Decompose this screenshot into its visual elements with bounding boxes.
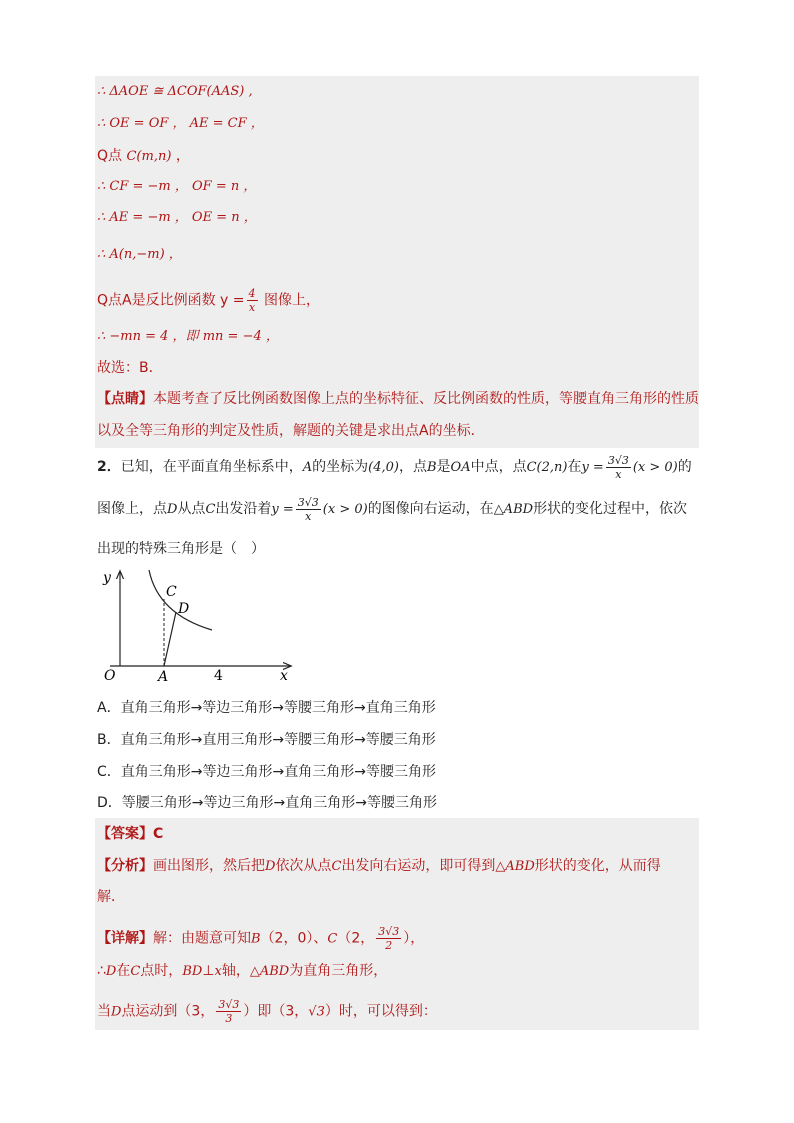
perpendicular-symbol: ⊥: [202, 963, 215, 979]
solution-line-3: [97, 146, 190, 167]
detail-line-3: [97, 998, 437, 1025]
fraction-3sqrt3-over-3: [216, 998, 241, 1025]
analysis-line-1: [97, 856, 661, 877]
q-triangle: △ABD: [493, 502, 534, 517]
analysis-text: 形状的变化，从而得: [534, 858, 661, 874]
question-2-line-1: [97, 452, 699, 483]
q-domain: (x > 0): [632, 460, 678, 475]
point-c-expr: C(m,n): [126, 149, 172, 164]
solution-line-7: [97, 287, 320, 314]
solution-line-4: ∴ CF = −m ， OF = n ，: [97, 179, 257, 194]
detail-text: （2，: [337, 930, 375, 947]
detail-text: 点时，: [140, 963, 183, 979]
detail-triangle: △ABD: [249, 964, 290, 979]
fraction-numerator: 3√3: [297, 495, 319, 509]
q-coord-c: C(2,n): [526, 460, 568, 475]
detail-var-d: D: [111, 1004, 122, 1020]
question-2-line-3: 出现的特殊三角形是（ ）: [97, 541, 265, 557]
solution-line-2: ∴ OE = OF ， AE = CF ，: [97, 116, 264, 131]
fraction-3sqrt3-over-x: [296, 496, 321, 523]
q-text: 中点，点: [470, 459, 527, 475]
hyperbola-curve: [149, 570, 212, 630]
fraction-denominator: x: [248, 301, 256, 314]
analysis-text: 依次从点: [275, 858, 332, 874]
fraction-3sqrt3-over-2: [376, 925, 401, 952]
detail-text: ）时，可以得到：: [324, 1003, 437, 1020]
fraction-denominator: 2: [385, 939, 393, 952]
fraction-numerator: 3√3: [607, 453, 629, 467]
detail-var-b: B: [251, 931, 261, 947]
choice-line: 故选：B．: [97, 360, 163, 376]
detail-var-x: x: [214, 964, 222, 979]
answer-value: C: [153, 826, 164, 842]
option-d: D．等腰三角形→等边三角形→直角三角形→等腰三角形: [97, 795, 437, 811]
fraction-4-over-x: [247, 287, 258, 314]
fraction-numerator: 3√3: [378, 925, 400, 938]
solution-line-7-prefix: Q点A是反比例函数 y =: [97, 292, 245, 309]
q-text: 从点: [177, 501, 206, 517]
fraction-numerator: 4: [248, 287, 256, 300]
q-text: 已知，在平面直角坐标系中，: [120, 459, 303, 475]
fraction-denominator: 3: [225, 1012, 233, 1025]
analysis-tag: 【分析】: [97, 858, 153, 874]
comment-text-1: 本题考查了反比例函数图像上点的坐标特征、反比例函数的性质，等腰直角三角形的性质: [153, 391, 699, 407]
q-var-oa: OA: [450, 460, 471, 475]
detail-var-bd: BD: [182, 964, 203, 979]
solution-line-3-suffix: ，: [171, 148, 190, 164]
solution-line-1: ∴ ΔAOE ≅ ΔCOF(AAS) ,: [97, 84, 253, 99]
solution-line-6: ∴ A(n,−m) ，: [97, 247, 182, 262]
detail-text: 解：由题意可知: [153, 930, 251, 947]
answer-line: [97, 824, 163, 844]
detail-text: ），: [403, 930, 425, 947]
analysis-triangle: △ABD: [495, 859, 535, 874]
detail-text: 当: [97, 1003, 111, 1020]
detail-coord-b: （2，0）、: [260, 930, 328, 947]
fraction-3sqrt3-over-x: [606, 454, 631, 481]
option-a: A．直角三角形→等边三角形→等腰三角形→直角三角形: [97, 700, 436, 716]
q-text: 在: [567, 459, 582, 475]
detail-text: 点运动到（3，: [121, 1003, 215, 1020]
option-c: C．直角三角形→等边三角形→直角三角形→等腰三角形: [97, 764, 436, 780]
question-2-line-2: [97, 494, 699, 525]
solution-line-8: ∴ −mn = 4 ，即 mn = −4 ，: [97, 329, 279, 344]
q-domain: (x > 0): [322, 502, 368, 517]
fraction-numerator: 3√3: [218, 998, 240, 1011]
analysis-line-2: 解．: [97, 889, 125, 905]
q-text: 出发沿着: [215, 501, 272, 517]
solution-line-3-prefix: Q点: [97, 148, 127, 164]
segment-ad: [164, 612, 176, 666]
comment-line-2: 以及全等三角形的判定及性质，解题的关键是求出点A的坐标．: [97, 423, 485, 439]
q-text: ，点: [398, 459, 427, 475]
comment-tag: 【点睛】: [97, 391, 153, 407]
label-d: D: [178, 601, 190, 617]
q-text: 的: [677, 459, 692, 475]
q-var-d: D: [167, 502, 178, 517]
label-x: x: [280, 668, 288, 684]
detail-text: 为直角三角形，: [289, 963, 388, 979]
detail-text: ∴: [97, 963, 106, 979]
q-text: 的坐标为: [312, 459, 369, 475]
label-o: O: [104, 668, 116, 684]
analysis-text: 出发向右运动，即可得到: [341, 858, 496, 874]
detail-sqrt3: √3: [308, 1004, 325, 1020]
analysis-var-d: D: [265, 859, 276, 874]
q-text: 形状的变化过程中，依次: [533, 501, 688, 517]
q-text: 是: [436, 459, 451, 475]
fraction-denominator: x: [615, 467, 622, 481]
label-a: A: [158, 669, 169, 684]
function-graph-figure: [96, 566, 296, 684]
detail-var-d: D: [105, 964, 117, 979]
detail-text: 轴，: [221, 963, 250, 979]
detail-text: ）即（3，: [243, 1003, 309, 1020]
detail-text: 在: [116, 963, 131, 979]
q-var-c: C: [205, 502, 216, 517]
detail-line-2: [97, 961, 387, 982]
q-text: 图像上，点: [97, 501, 167, 517]
q-y-eq: y =: [581, 460, 604, 475]
solution-line-5: ∴ AE = −m ， OE = n ，: [97, 210, 257, 225]
detail-line-1: [97, 925, 424, 952]
label-y: y: [103, 570, 111, 586]
detail-tag: 【详解】: [97, 930, 153, 947]
detail-var-c: C: [327, 931, 338, 947]
q-text: 的图像向右运动，在: [367, 501, 494, 517]
option-b: B．直角三角形→直用三角形→等腰三角形→等腰三角形: [97, 732, 436, 748]
analysis-var-c: C: [331, 859, 342, 874]
q-var-b: B: [426, 460, 437, 475]
tick-label-4: 4: [214, 668, 223, 684]
q-var-a: A: [302, 460, 313, 475]
detail-var-c: C: [130, 964, 141, 979]
q-coord-a: (4,0): [368, 460, 399, 475]
fraction-denominator: x: [305, 509, 312, 523]
question-number: 2．: [97, 459, 121, 475]
q-y-eq: y =: [271, 502, 294, 517]
analysis-text: 画出图形，然后把: [153, 858, 265, 874]
comment-line-1: [97, 389, 699, 409]
label-c: C: [166, 584, 177, 600]
answer-tag: 【答案】: [97, 826, 153, 842]
solution-line-7-suffix: 图像上，: [259, 292, 320, 309]
